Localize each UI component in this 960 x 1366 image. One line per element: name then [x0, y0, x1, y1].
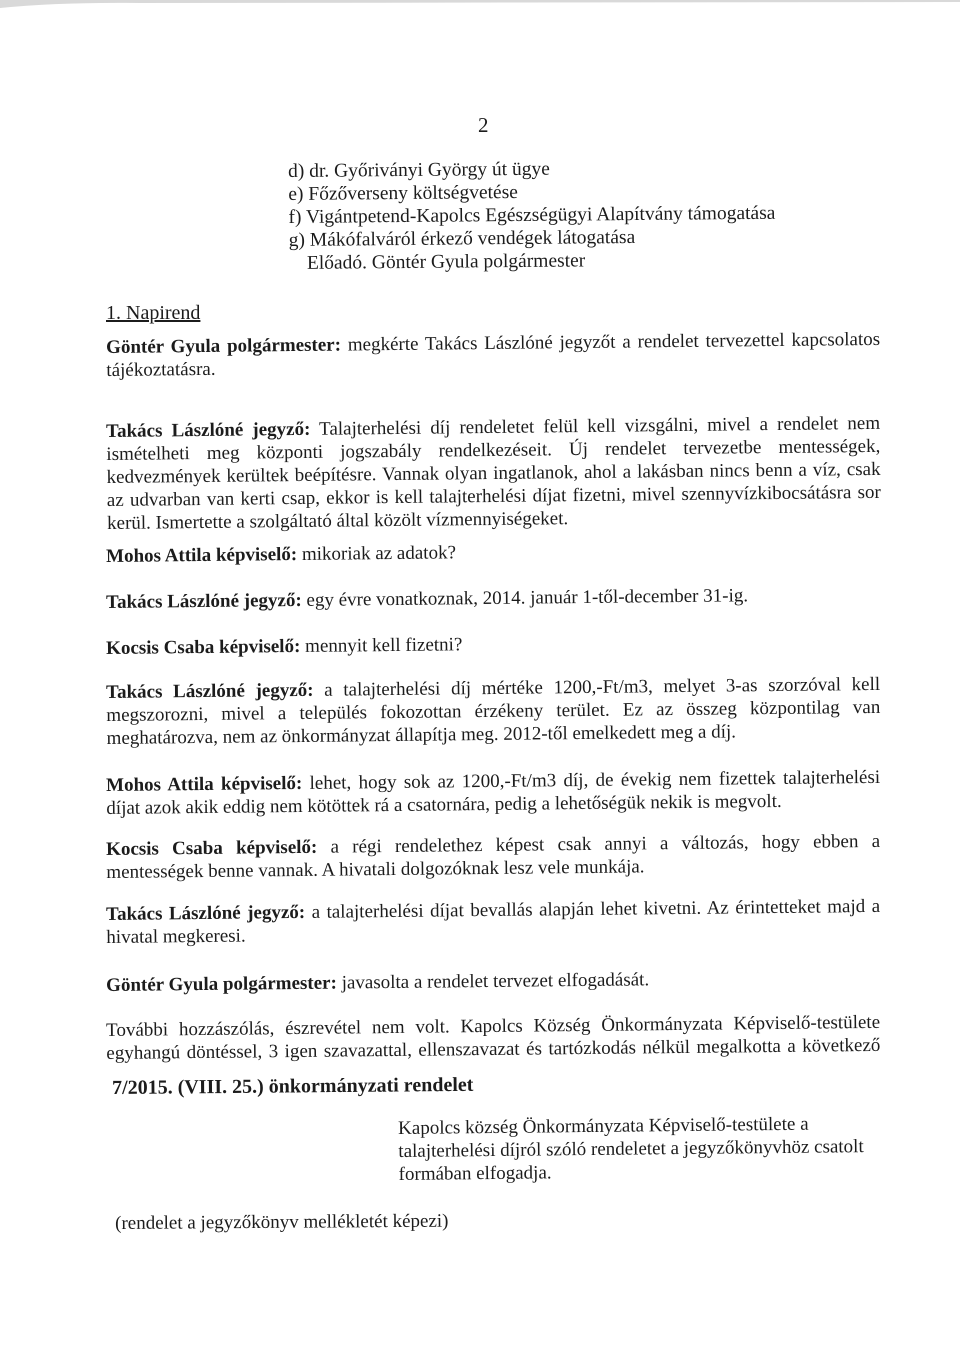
paragraph-line: díjat azok akik eddig nem kötöttek rá a csatornára, pedig a lehetőségük nekik is megvolt. — [106, 790, 782, 819]
voting-paragraph — [106, 1011, 880, 1065]
speaker-name: Takács Lászlóné jegyző: — [106, 679, 314, 703]
speaker-name: Mohos Attila képviselő: — [106, 543, 298, 567]
decree-line: Kapolcs község Önkormányzata Képviselő-testülete a — [398, 1113, 809, 1139]
section-heading: 1. Napirend — [106, 302, 201, 324]
agenda-item: f) Vigántpetend-Kapolcs Egészségügyi Alapítvány támogatása — [288, 202, 776, 228]
speech-paragraph — [106, 966, 880, 997]
agenda-item: g) Mákófalváról érkező vendégek látogatása — [288, 226, 636, 251]
paragraph-line: Takács Lászlóné jegyző: a talajterhelési díj mértéke 1200,-Ft/m3, melyet 3-as szorzóval kell — [106, 673, 881, 703]
agenda-list — [288, 156, 776, 275]
speech-paragraph — [106, 830, 880, 884]
paragraph-line: Mohos Attila képviselő: lehet, hogy sok az 1200,-Ft/m3 díj, de évekig nem fizettek talajterhelési — [106, 766, 881, 796]
paragraph-line: Göntér Gyula polgármester: megkérte Takács Lászlóné jegyzőt a rendelet tervezettel kapcsolatos — [106, 328, 881, 358]
paragraph-line: Takács Lászlóné jegyző: Talajterhelési díj rendeletet felül kell vizsgálni, mivel a rendelet nem — [106, 412, 881, 442]
annex-note: (rendelet a jegyzőkönyv mellékletét képezi) — [115, 1210, 449, 1234]
paragraph-line: Kocsis Csaba képviselő: mennyit kell fizetni? — [106, 634, 463, 659]
speech-paragraph — [106, 895, 880, 949]
paragraph-line: ismételheti meg központi jogszabály rendelkezéseit. Új rendelet tervezetbe mentességek, — [106, 435, 881, 465]
paragraph-line: megszorozni, mivel a település fokozottan érzékeny terület. Ez az összeg központilag van — [106, 696, 881, 726]
paragraph-line: mentességek benne vannak. A hivatali dolgozóknak lesz vele munkája. — [106, 856, 645, 883]
paragraph-line: Takács Lászlóné jegyző: egy évre vonatkoznak, 2014. január 1-től-december 31-ig. — [106, 585, 749, 613]
paragraph-line: Mohos Attila képviselő: mikoriak az adatok? — [106, 542, 457, 567]
speaker-name: Kocsis Csaba képviselő: — [106, 635, 301, 659]
agenda-item: e) Főzőverseny költségvetése — [288, 181, 518, 205]
speaker-name: Mohos Attila képviselő: — [106, 772, 303, 796]
paragraph-line: tájékoztatásra. — [106, 358, 216, 381]
paragraph-line: Göntér Gyula polgármester: javasolta a rendelet tervezet elfogadását. — [106, 969, 650, 996]
speech-paragraph — [106, 537, 880, 568]
paragraph-line: További hozzászólás, észrevétel nem volt. Kapolcs Község Önkormányzata Képviselő-testülete — [106, 1011, 881, 1041]
decree-line: formában elfogadja. — [398, 1162, 552, 1185]
decree-text — [398, 1112, 891, 1186]
speaker-name: Göntér Gyula polgármester: — [106, 972, 337, 996]
speaker-name: Takács Lászlóné jegyző: — [106, 901, 306, 925]
decree-title: 7/2015. (VIII. 25.) önkormányzati rendelet — [112, 1073, 474, 1099]
agenda-presenter: Előadó. Göntér Gyula polgármester — [306, 250, 586, 274]
speaker-name: Takács Lászlóné jegyző: — [106, 589, 302, 613]
paragraph-line: Kocsis Csaba képviselő: a régi rendelethez képest csak annyi a változás, hogy ebben a — [106, 830, 881, 860]
paragraph-line: kedvezmények kerültek beépítésre. Vannak olyan ingatlanok, ahol a lakásban nincs benn a víz, csak — [106, 458, 881, 488]
speaker-name: Kocsis Csaba képviselő: — [106, 836, 318, 860]
speech-paragraph — [106, 583, 880, 614]
speech-paragraph — [106, 766, 880, 820]
page-number: 2 — [478, 113, 489, 137]
agenda-item: d) dr. Győriványi György út ügye — [288, 158, 550, 182]
paragraph-line: hivatal megkeresi. — [106, 925, 246, 948]
paragraph-line: egyhangú döntéssel, 3 igen szavazattal, ellenszavazat és tartózkodás nélkül megalkotta a következő — [106, 1034, 881, 1064]
paragraph-line: meghatározva, nem az önkormányzat állapítja meg. 2012-től emelkedett meg a díj. — [106, 721, 737, 749]
speaker-name: Takács Lászlóné jegyző: — [106, 418, 311, 442]
speech-paragraph — [106, 673, 881, 750]
speech-paragraph — [106, 328, 880, 382]
decree-line: talajterhelési díjról szóló rendeletet a jegyzőkönyvhöz csatolt — [398, 1136, 864, 1162]
paragraph-line: kerül. Ismertette a szolgáltató által közölt vízmennyiségeket. — [106, 508, 569, 534]
paragraph-line: Takács Lászlóné jegyző: a talajterhelési díjat bevallás alapján lehet kivetni. Az érintetteket majd a — [106, 895, 881, 925]
speaker-name: Göntér Gyula polgármester: — [106, 334, 342, 358]
paragraph-line: az udvarban van kerti csap, ekkor is kell talajterhelési díjat fizetni, mivel szennyvízkibocsátásra sor — [106, 481, 881, 511]
speech-paragraph — [106, 629, 880, 660]
scan-edge-shadow — [0, 0, 960, 12]
speech-paragraph — [106, 412, 881, 535]
